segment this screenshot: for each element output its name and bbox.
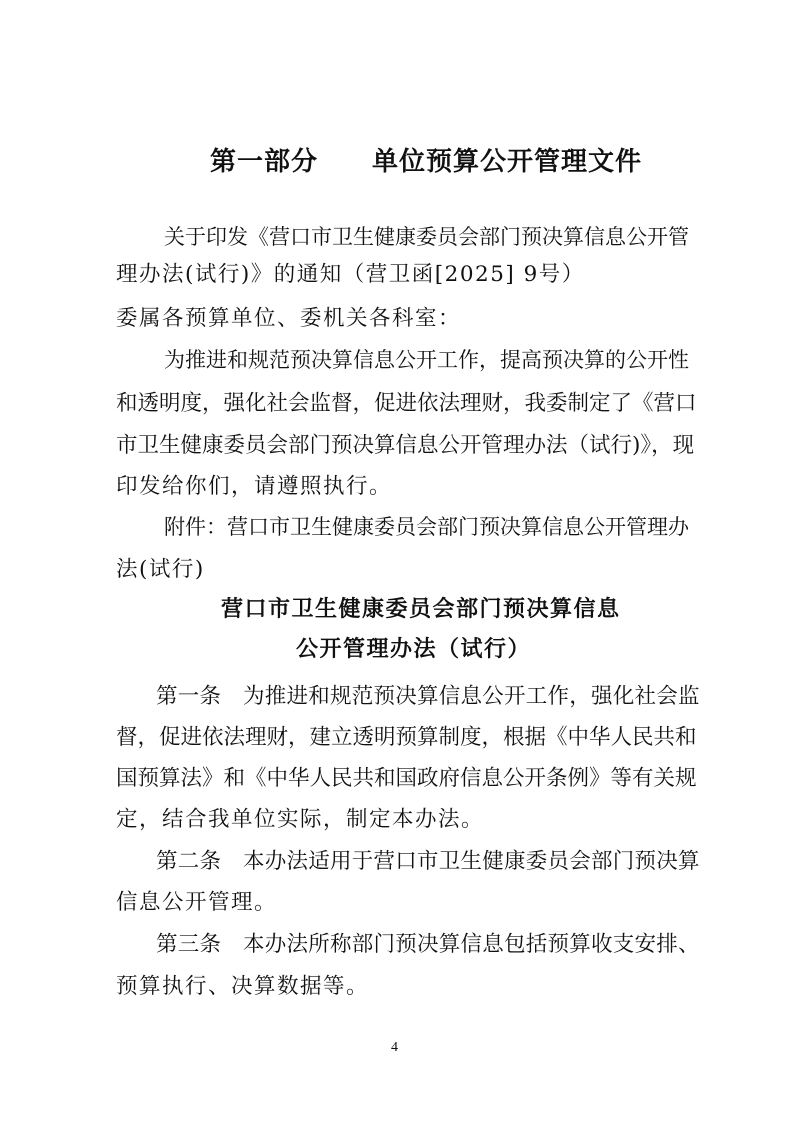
notice-addressee: 委属各预算单位、委机关各科室： — [116, 306, 462, 331]
page-title: 第一部分 单位预算公开管理文件 — [210, 147, 643, 177]
article-3-line-2: 预算执行、决算数据等。 — [116, 974, 370, 999]
notice-body-line-2: 和透明度，强化社会监督，促进依法理财，我委制定了《营口 — [116, 391, 697, 416]
article-1-line-2: 督，促进依法理财，建立透明预算制度，根据《中华人民共和 — [116, 725, 697, 750]
article-2-line-2: 信息公开管理。 — [116, 890, 278, 915]
page-number: 4 — [391, 1040, 398, 1055]
notice-body-line-4: 印发给你们，请遵照执行。 — [116, 474, 393, 499]
article-1-line-3: 国预算法》和《中华人民共和国政府信息公开条例》等有关规 — [116, 766, 697, 791]
article-1-line-4: 定，结合我单位实际，制定本办法。 — [116, 807, 485, 832]
notice-body-line-1: 为推进和规范预决算信息公开工作，提高预决算的公开性 — [164, 348, 689, 372]
attachment-line-1: 附件：营口市卫生健康委员会部门预决算信息公开管理办 — [164, 515, 689, 539]
article-3-line-1: 第三条 本办法所称部门预决算信息包括预算收支安排、 — [156, 932, 700, 957]
measures-heading-line-2: 公开管理办法（试行） — [296, 637, 532, 662]
notice-body-line-3: 市卫生健康委员会部门预决算信息公开管理办法（试行)》，现 — [116, 433, 695, 458]
notice-title-line-2: 理办法(试行)》的通知（营卫函[2025] 9号） — [116, 262, 585, 287]
notice-title-line-1: 关于印发《营口市卫生健康委员会部门预决算信息公开管 — [164, 225, 689, 249]
measures-heading-line-1: 营口市卫生健康委员会部门预决算信息 — [221, 597, 621, 622]
article-1-line-1: 第一条 为推进和规范预决算信息公开工作，强化社会监 — [156, 684, 700, 709]
attachment-line-2: 法(试行) — [116, 557, 205, 582]
article-2-line-1: 第二条 本办法适用于营口市卫生健康委员会部门预决算 — [156, 849, 700, 874]
